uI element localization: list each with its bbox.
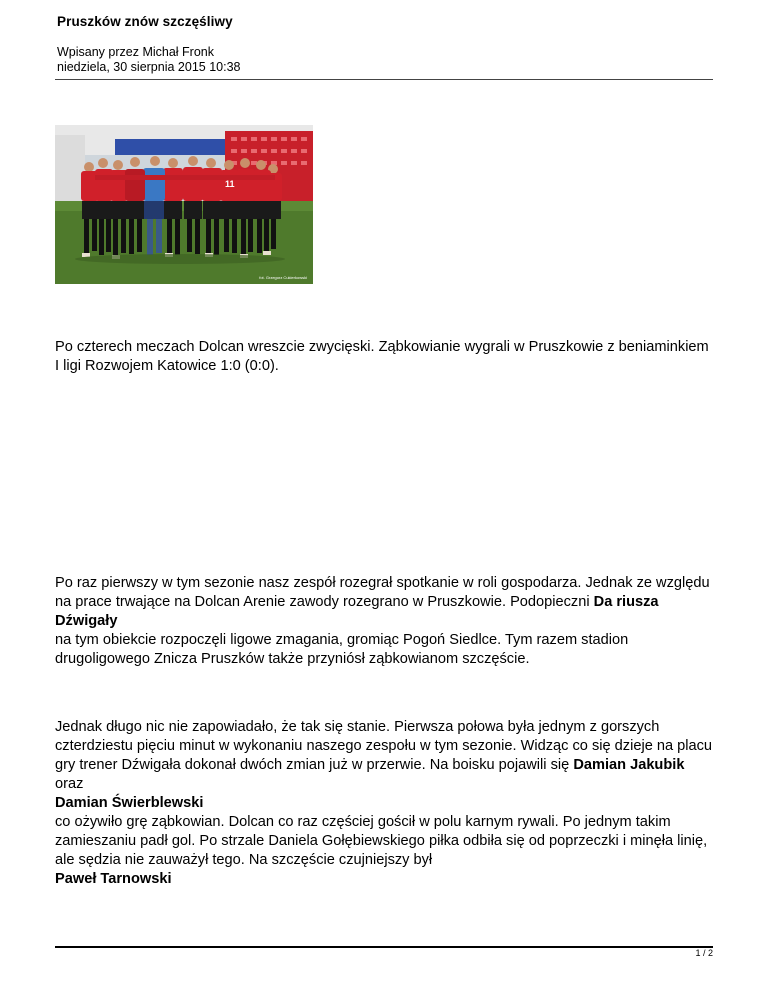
paragraph-intro: Po czterech meczach Dolcan wreszcie zwycięski. Ząbkowianie wygrali w Pruszkowie z beniaminkiem I ligi Rozwojem Katowice 1:0 (0:0). — [55, 339, 709, 374]
p3-text-a: Jednak długo nic nie zapowiadało, że tak się stanie. Pierwsza połowa była jednym z gorszych czterdziestu pięciu minut w wykonaniu naszego zespołu w tym sezonie. Widząc co się dzieje na placu gry trener Dźwigała dokonał dwóch zmian już w przerwie. Na boisku pojawili się — [55, 719, 713, 773]
p3-player-1: Damian Jakubik — [573, 757, 685, 773]
p3-text-b: oraz — [55, 776, 84, 792]
p2-text-b: na tym obiekcie rozpoczęli ligowe zmagania, gromiąc Pogoń Siedlce. Tym razem stadion drugoligowego Znicza Pruszków także przyniósł ząbkowianom szczęście. — [55, 632, 629, 667]
svg-text:11: 11 — [225, 179, 235, 189]
paragraph-2 — [55, 574, 715, 669]
p2-coach-name: Da riusza Dźwigały — [55, 594, 659, 629]
date-line: niedziela, 30 sierpnia 2015 10:38 — [57, 60, 241, 74]
author-line: Wpisany przez Michał Fronk — [57, 45, 214, 59]
header-divider — [55, 79, 713, 80]
article-meta — [57, 45, 240, 75]
article-title: Pruszków znów szczęśliwy — [57, 14, 233, 29]
footer-divider — [55, 946, 713, 948]
photo-credit: fot. Grzegorz Cukierkowski — [259, 275, 307, 280]
p3-player-2: Damian Świerblewski — [55, 795, 204, 811]
team-photo — [55, 125, 313, 284]
p3-text-c: co ożywiło grę ząbkowian. Dolcan co raz częściej gościł w polu karnym rywali. Po jednym takim zamieszaniu padł gol. Po strzale Daniela Gołębiewskiego piłka odbiła się od poprzeczki i minęła linię, ale sędzia nie zauważył tego. Na szczęście czujniejszy był — [55, 814, 708, 868]
p2-text-a: Po raz pierwszy w tym sezonie nasz zespół rozegrał spotkanie w roli gospodarza. Jednak ze względu na prace trwające na Dolcan Arenie zawody rozegrano w Pruszkowie. Podopieczni — [55, 575, 710, 610]
p3-player-3: Paweł Tarnowski — [55, 871, 172, 887]
page-number: 1 / 2 — [695, 948, 713, 958]
paragraph-3 — [55, 718, 715, 889]
